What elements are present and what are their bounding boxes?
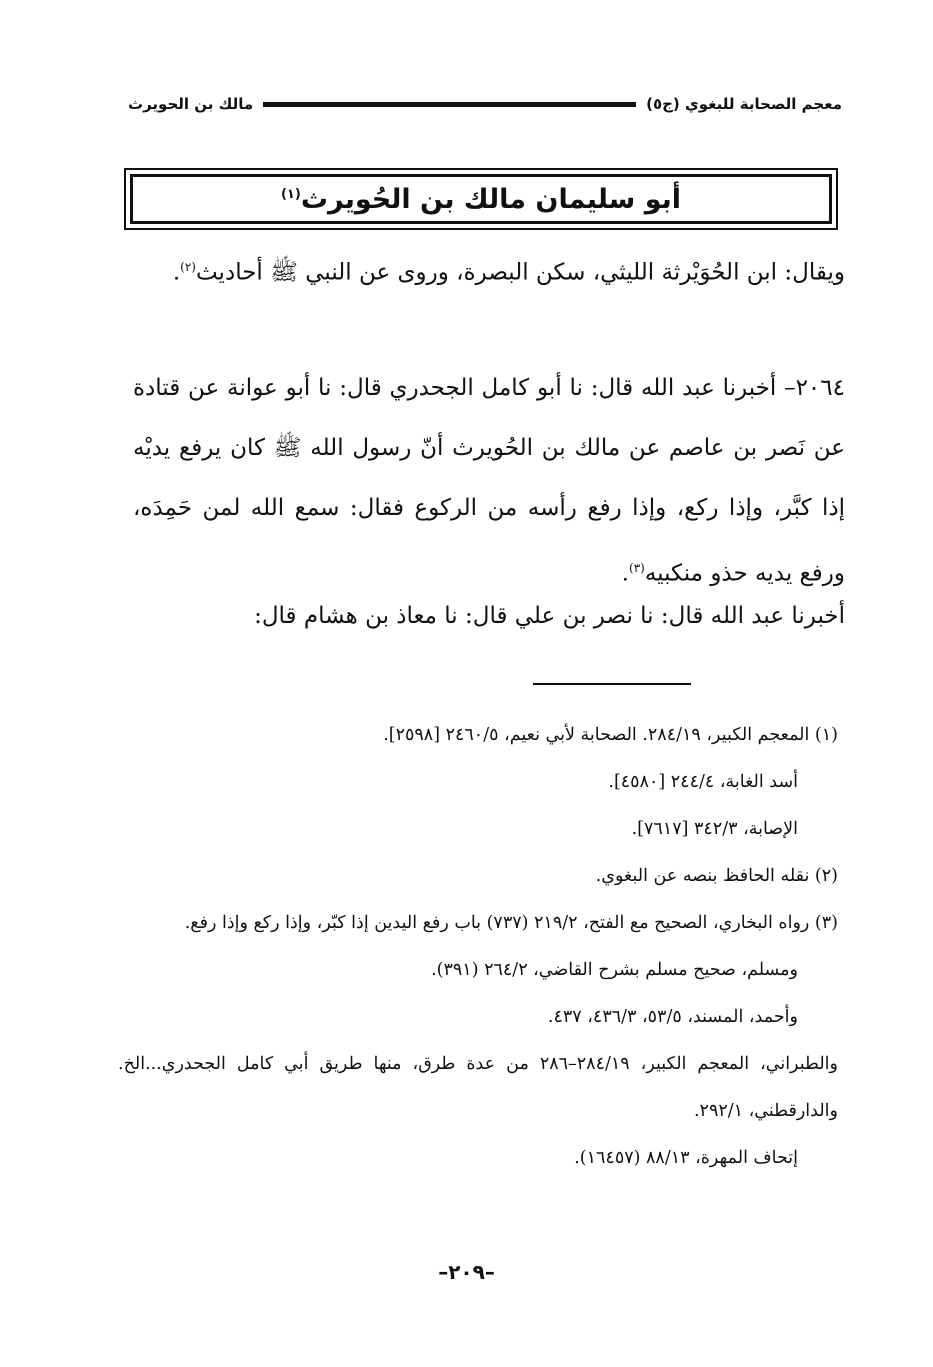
paragraph-hadith bbox=[133, 358, 845, 604]
footnote-3-ref-4: والطبراني، المعجم الكبير، ٢٨٤/١٩–٢٨٦ من عدة طرق، منها طريق أبي كامل الجحدري...الخ. والدارقطني، ٢٩٢/١. bbox=[118, 1054, 838, 1121]
section-title-inner-frame bbox=[130, 174, 832, 224]
running-header bbox=[128, 92, 842, 116]
footnote-3-ref-5: إتحاف المهرة، ٨٨/١٣ (١٦٤٥٧). bbox=[574, 1148, 798, 1168]
footnote-1-ref-3: الإصابة، ٣٤٢/٣ [٧٦١٧]. bbox=[631, 819, 798, 839]
paragraph-intro-text: ويقال: ابن الحُوَيْرثة الليثي، سكن البصرة، وروى عن النبي ﷺ أحاديث bbox=[195, 259, 845, 286]
section-title-text: أبو سليمان مالك بن الحُويرث bbox=[300, 183, 682, 215]
footnote-separator bbox=[533, 683, 691, 685]
paragraph-hadith-footnote-ref: (٣) bbox=[629, 561, 645, 575]
paragraph-intro-end: . bbox=[172, 259, 181, 286]
paragraph-intro bbox=[133, 237, 845, 303]
paragraph-hadith-end: . bbox=[621, 560, 629, 587]
paragraph-intro-footnote-ref: (٢) bbox=[180, 260, 196, 274]
footnote-3-ref-3: وأحمد، المسند، ٥٣/٥، ٤٣٦/٣، ٤٣٧. bbox=[547, 1007, 798, 1027]
title-footnote-ref: (١) bbox=[280, 186, 301, 202]
page-number: –٢٠٩– bbox=[438, 1260, 495, 1284]
footnote-3-ref-2: ومسلم، صحيح مسلم بشرح القاضي، ٢٦٤/٢ (٣٩١). bbox=[431, 960, 798, 980]
paragraph-hadith-text: ٢٠٦٤– أخبرنا عبد الله قال: نا أبو كامل الجحدري قال: نا أبو عوانة عن قتادة عن نَصر بن عاصم عن مالك بن الحُويرث أنّ رسول الله ﷺ كان يرفع يديْه إذا كبَّر، وإذا ركع، وإذا رفع رأسه من الركوع فقال: سمع الله لمن حَمِدَه، ورفع يديه حذو منكبيه bbox=[133, 375, 845, 587]
section-title-frame bbox=[124, 168, 838, 230]
header-rule bbox=[263, 102, 636, 107]
footnote-1: (١) المعجم الكبير، ٢٨٤/١٩. الصحابة لأبي نعيم، ٢٤٦٠/٥ [٢٥٩٨]. bbox=[383, 725, 838, 745]
footnotes bbox=[118, 712, 838, 1182]
paragraph-chain-text: أخبرنا عبد الله قال: نا نصر بن علي قال: نا معاذ بن هشام قال: bbox=[254, 603, 845, 629]
header-chapter-title: مالك بن الحويرث bbox=[128, 95, 254, 113]
footnote-3: (٣) رواه البخاري، الصحيح مع الفتح، ٢١٩/٢ (٧٣٧) باب رفع اليدين إذا كبّر، وإذا ركع وإذا رفع. bbox=[184, 913, 838, 933]
paragraph-chain bbox=[133, 586, 845, 646]
section-title bbox=[281, 184, 681, 215]
header-book-title: معجم الصحابة للبغوي (ج٥) bbox=[646, 95, 842, 113]
footnote-2: (٢) نقله الحافظ بنصه عن البغوي. bbox=[595, 866, 838, 886]
footnote-1-ref-2: أسد الغابة، ٢٤٤/٤ [٤٥٨٠]. bbox=[608, 772, 798, 792]
